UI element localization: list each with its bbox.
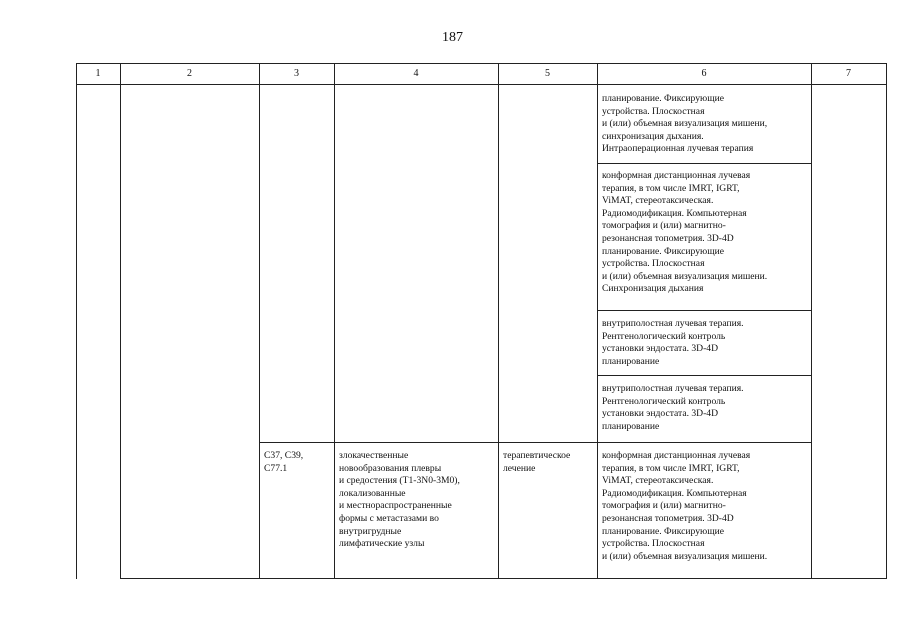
col-border-7	[886, 63, 887, 579]
col-border-4	[498, 63, 499, 579]
col-border-6	[811, 63, 812, 579]
header-col-4: 4	[413, 68, 419, 79]
header-col-1: 1	[95, 68, 101, 79]
header-col-2: 2	[187, 68, 192, 79]
diagnosis-cell: злокачественные новообразования плевры и средостения (Т1-3N0-3М0), локализованные и местнораспространенные формы с метастазами во внутригрудные лимфатические узлы	[339, 450, 460, 550]
row-divider-3	[597, 375, 811, 376]
col-border-3	[334, 63, 335, 579]
page-number: 187	[442, 30, 463, 45]
header-col-6: 6	[701, 68, 707, 79]
icd-codes-cell: С37, С39, С77.1	[264, 450, 304, 474]
method-cell-1: планирование. Фиксирующие устройства. Плоскостная и (или) объемная визуализация мишени, синхронизация дыхания. Интраоперационная лучевая терапия	[602, 93, 768, 155]
col-border-2	[259, 63, 260, 579]
table-bottom-border	[120, 578, 887, 579]
method-cell-5: конформная дистанционная лучевая терапия, в том числе IMRT, IGRT, ViMAT, стереотаксическая. Радиомодификация. Компьютерная томография и (или) магнитно- резонансная топометрия. 3D-4D планирование. Фиксирующие устройства. Плоскостная и (или) объемная визуализация мишени.	[602, 450, 768, 562]
treatment-type-cell: терапевтическое лечение	[503, 450, 571, 474]
header-col-5: 5	[545, 68, 550, 79]
table-top-border	[76, 63, 886, 64]
col-border-1	[120, 63, 121, 579]
method-cell-4: внутриполостная лучевая терапия. Рентгенологический контроль установки эндостата. 3D-4D планирование	[602, 383, 744, 432]
col-border-0	[76, 63, 77, 579]
col-border-5	[597, 63, 598, 579]
row-divider-4	[259, 442, 811, 443]
row-divider-1	[597, 163, 811, 164]
method-cell-2: конформная дистанционная лучевая терапия, в том числе IMRT, IGRT, ViMAT, стереотаксическая. Радиомодификация. Компьютерная томография и (или) магнитно- резонансная топометрия. 3D-4D планирование. Фиксирующие устройства. Плоскостная и (или) объемная визуализация мишени. Синхронизация дыхания	[602, 170, 768, 295]
header-bottom-border	[76, 84, 886, 85]
row-divider-2	[597, 310, 811, 311]
header-col-3: 3	[294, 68, 299, 79]
method-cell-3: внутриполостная лучевая терапия. Рентгенологический контроль установки эндостата. 3D-4D планирование	[602, 318, 744, 367]
header-col-7: 7	[846, 68, 851, 79]
